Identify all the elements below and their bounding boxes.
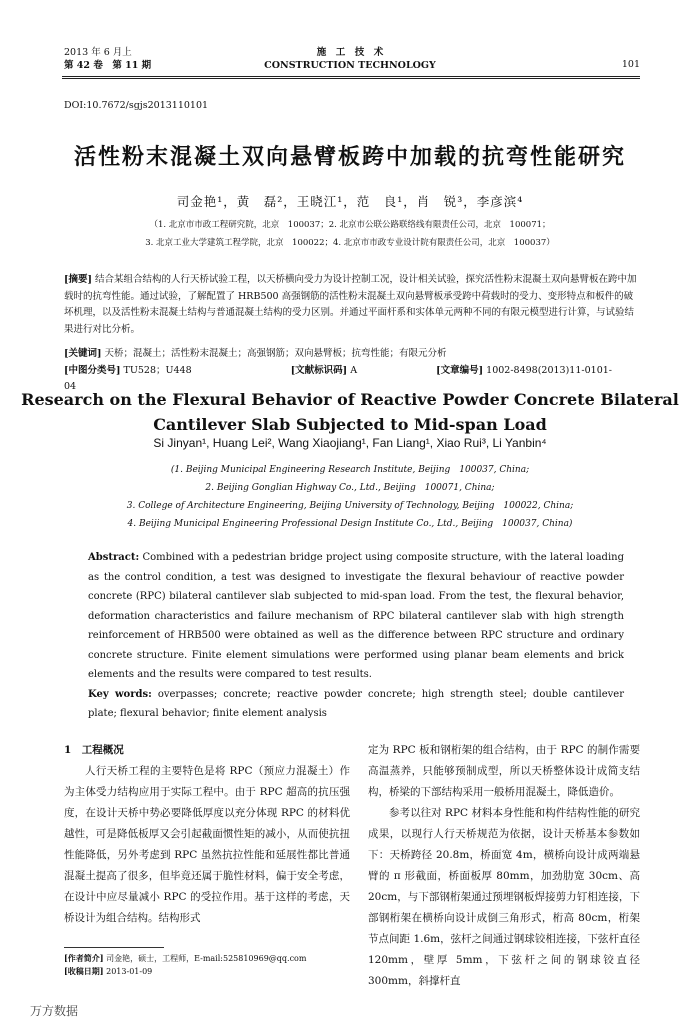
footnote-rule bbox=[64, 947, 164, 948]
affiliation-en-line: 3. College of Architecture Engineering, Beijing University of Technology, Beijing 100022, China; bbox=[126, 501, 574, 511]
title-cn: 活性粉末混凝土双向悬臂板跨中加载的抗弯性能研究 bbox=[73, 144, 626, 170]
clc-label: [中图分类号] bbox=[64, 364, 121, 376]
title-en-line: Research on the Flexural Behavior of Reactive Powder Concrete Bilateral bbox=[21, 390, 679, 409]
keywords-cn-text: 天桥；混凝土；活性粉末混凝土；高强钢筋；双向悬臂板；抗弯性能；有限元分析 bbox=[104, 348, 447, 359]
running-header-center bbox=[0, 46, 700, 72]
page-number: 101 bbox=[621, 59, 640, 70]
affiliation-en-line: 2. Beijing Gonglian Highway Co., Ltd., Beijing 100071, China; bbox=[205, 483, 495, 493]
doc-code-value: A bbox=[350, 364, 358, 376]
authors-en: Si Jinyan¹, Huang Lei², Wang Xiaojiang¹, Fan Liang¹, Xiao Rui³, Li Yanbin⁴ bbox=[153, 436, 547, 450]
affiliations-cn bbox=[0, 216, 700, 252]
body-paragraph: 参考以往对 RPC 材料本身性能和构件结构性能的研究成果，以现行人行天桥规范为依据，设计天桥基本参数如下：天桥跨径 20.8m，桥面宽 4m，横桥向设计成两端悬臂的 π 形截面，桥面板厚 80mm，加劲肋宽 30cm、高 20cm，与下部钢桁架通过预埋钢板焊接剪力钉相连接，下部钢桁架在横桥向设计成倒三角形式，桁高 80cm，桁架节点间距 1.6m，弦杆之间通过钢球铰相连接，下弦杆直径 120mm，壁厚 5mm，下弦杆之间的钢球铰直径 300mm，斜撑杆直 bbox=[368, 807, 640, 987]
keywords-en bbox=[88, 685, 624, 724]
body-paragraph: 人行天桥工程的主要特色是将 RPC（预应力混凝土）作为主体受力结构应用于实际工程中。由于 RPC 超高的抗压强度，在设计天桥中势必要降低厚度以充分体现 RPC 的材料优越性，可是降低板厚又会引起截面惯性矩的减小，从而使抗扭性能降低，另外考虑到 RPC 虽然抗拉性能和延展性都比普通混凝土提高了很多，但毕竟还属于脆性材料，偏于安全考虑，在设计中应尽量减小 RPC 的受拉作用。基于这样的考虑，天桥设计为组合结构。结构形式 bbox=[64, 765, 350, 924]
keywords-en-label: Key words: bbox=[88, 688, 152, 700]
received-date-label: [收稿日期] bbox=[64, 966, 104, 976]
authors-cn: 司金艳¹，黄 磊²，王晓江¹，范 良¹，肖 锐³，李彦滨⁴ bbox=[176, 194, 524, 209]
doc-code-label: [文献标识码] bbox=[290, 364, 348, 376]
clc-value: TU528；U448 bbox=[123, 364, 192, 376]
affiliation-en-line: 4. Beijing Municipal Engineering Professional Design Institute Co., Ltd., Beijing 100037, China) bbox=[127, 519, 573, 529]
author-bio bbox=[64, 952, 306, 965]
affiliation-cn-line: 3. 北京工业大学建筑工程学院，北京 100022；4. 北京市市政专业设计院有限责任公司，北京 100037） bbox=[145, 238, 555, 248]
abstract-en-body bbox=[88, 548, 624, 685]
issue-date: 2013 年 6 月上 bbox=[64, 47, 132, 58]
affiliations-en bbox=[0, 461, 700, 533]
title-en-line: Cantilever Slab Subjected to Mid-span Load bbox=[153, 415, 547, 434]
received-date bbox=[64, 965, 306, 978]
abstract-cn bbox=[64, 272, 638, 338]
watermark: 万方数据 bbox=[30, 1004, 79, 1018]
keywords-cn-label: [关键词] bbox=[64, 348, 102, 359]
author-bio-label: [作者简介] bbox=[64, 953, 104, 963]
keywords-cn bbox=[64, 346, 638, 363]
footnote bbox=[64, 952, 306, 978]
affiliation-cn-line: （1. 北京市市政工程研究院，北京 100037；2. 北京市公联公路联络线有限责任公司，北京 100071； bbox=[149, 220, 551, 230]
body-column-right bbox=[368, 740, 640, 992]
header-rule bbox=[62, 76, 640, 77]
abstract-cn-text: 结合某组合结构的人行天桥试验工程，以天桥横向受力为设计控制工况，设计相关试验，探究活性粉末混凝土双向悬臂板在跨中加载时的抗弯性能。通过试验，了解配置了 HRB500 高强钢筋的活性粉末混凝土双向悬臂板承受跨中荷载时的受力、变形特点和板件的破坏机理，以及活性粉末混凝土结构与普通混凝土结构的受力区别。并通过平面杆系和实体单元两种不同的有限元模型进行计算，与试验结果进行对比分析。 bbox=[64, 274, 637, 335]
author-bio-text: 司金艳，硕士，工程师，E-mail:525810969@qq.com bbox=[106, 954, 307, 963]
abstract-en-label: Abstract: bbox=[88, 552, 140, 563]
section-heading: 1 工程概况 bbox=[64, 744, 124, 756]
body-paragraph: 定为 RPC 板和钢桁架的组合结构，由于 RPC 的制作需要高温蒸养，只能够预制成型，所以天桥整体设计成简支结构，桥梁的下部结构采用一般桥用混凝土，降低造价。 bbox=[368, 744, 640, 798]
article-no-value: 1002-8498(2013)11-0101-04 bbox=[64, 364, 612, 392]
journal-name-cn: 施 工 技 术 bbox=[316, 47, 384, 58]
abstract-en-text: Combined with a pedestrian bridge project using composite structure, with the lateral loading as the control condition, a test was designed to investigate the flexural behaviour of reactive powder concrete (RPC) bilateral cantilever slab subjected to mid-span load. From the test, the flexural behavior, deformation characteristics and failure mechanism of RPC bilateral cantilever slab with high strength reinforcement of HRB500 were obtained as well as the difference between RPC structure and ordinary concrete structure. Finite element simulations were performed using planar beam elements and brick elements and the results were compared to test results. bbox=[88, 552, 624, 680]
received-date-text: 2013-01-09 bbox=[106, 967, 153, 976]
title-en bbox=[0, 387, 700, 437]
abstract-cn-label: [摘要] bbox=[64, 274, 92, 285]
affiliation-en-line: (1. Beijing Municipal Engineering Research Institute, Beijing 100037, China; bbox=[170, 465, 530, 475]
body-column-left bbox=[64, 740, 350, 929]
header-rule-thin bbox=[62, 78, 640, 79]
keywords-en-text: overpasses; concrete; reactive powder concrete; high strength steel; double cantilever plate; flexural behavior; finite element analysis bbox=[88, 688, 624, 719]
doi: DOI:10.7672/sgjs2013110101 bbox=[64, 100, 209, 111]
journal-name-en: CONSTRUCTION TECHNOLOGY bbox=[264, 60, 436, 71]
volume-issue: 第 42 卷 第 11 期 bbox=[64, 60, 152, 71]
article-no-label: [文章编号] bbox=[436, 364, 484, 376]
abstract-en bbox=[88, 548, 624, 724]
